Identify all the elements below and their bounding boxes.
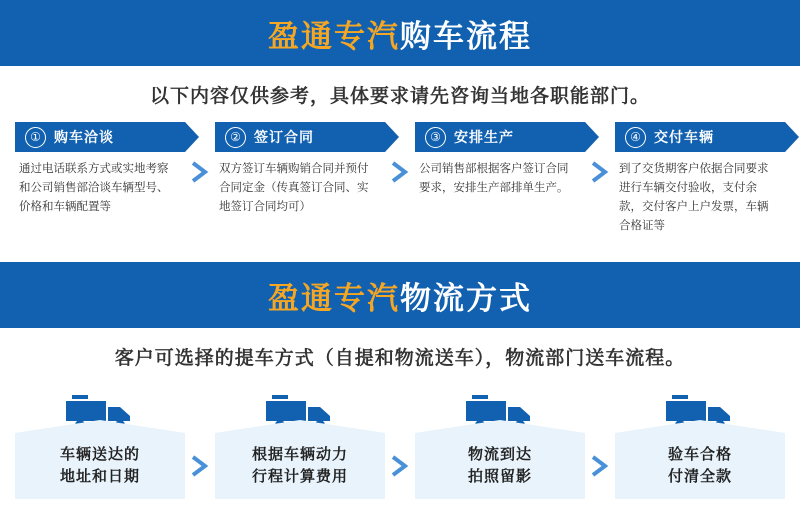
section2-subtitle: 客户可选择的提车方式（自提和物流送车），物流部门送车流程。: [114, 347, 686, 369]
section2-title: [268, 273, 532, 318]
logistics-card-2: [215, 433, 385, 499]
step-number-3: ③: [425, 127, 446, 148]
purchase-steps: [0, 122, 800, 242]
logistics-arrow-icon-1: [185, 433, 215, 499]
logistics-cards: [0, 384, 800, 499]
logistics-card-3-line1: 物流到达: [467, 446, 532, 464]
step-number-4: ④: [625, 127, 646, 148]
step-body-1: 通过电话联系方式或实地考察和公司销售部洽谈车辆型号、价格和车辆配置等: [19, 163, 169, 213]
logistics-item-3: [415, 387, 585, 499]
logistics-card-2-line2: 行程计算费用: [251, 468, 348, 485]
step-label-3: 安排生产: [454, 129, 514, 145]
logistics-item-1: [15, 387, 185, 499]
step-item-4: [615, 122, 785, 236]
section1-title-accent: 盈通专汽: [268, 18, 400, 54]
section2-title-bar: [0, 262, 800, 328]
logistics-item-4: [615, 387, 785, 499]
step-label-1: 购车洽谈: [54, 129, 114, 145]
logistics-card-1-line1: 车辆送达的: [59, 446, 140, 464]
logistics-arrow-icon-2: [385, 433, 415, 499]
step-header-4: [615, 122, 785, 152]
logistics-card-3-line2: 拍照留影: [467, 468, 532, 485]
step-number-2: ②: [225, 127, 246, 148]
step-label-4: 交付车辆: [654, 129, 714, 145]
logistics-card-4: [615, 433, 785, 499]
step-header-1: [15, 122, 185, 152]
logistics-item-2: [215, 387, 385, 499]
logistics-section: [0, 262, 800, 499]
section1-subtitle: 以下内容仅供参考，具体要求请先咨询当地各职能部门。: [149, 85, 650, 107]
step-item-1: [15, 122, 185, 217]
logistics-card-3: [415, 433, 585, 499]
section1-title-rest: 购车流程: [400, 18, 532, 54]
step-body-3: 公司销售部根据客户签订合同要求，安排生产部排单生产。: [419, 163, 569, 194]
logistics-card-1: [15, 433, 185, 499]
section2-title-rest: 物流方式: [400, 280, 532, 316]
section-divider: [0, 242, 800, 262]
section1-title-bar: [0, 0, 800, 66]
logistics-card-1-line2: 地址和日期: [59, 468, 140, 485]
step-item-2: [215, 122, 385, 217]
section1-title: [268, 11, 532, 56]
step-number-1: ①: [25, 127, 46, 148]
step-label-2: 签订合同: [254, 129, 314, 145]
logistics-card-4-line1: 验车合格: [667, 446, 732, 464]
purchase-process-section: [0, 0, 800, 242]
step-body-2: 双方签订车辆购销合同并预付合同定金（传真签订合同、实地签订合同均可）: [219, 163, 369, 213]
step-body-4: 到了交货期客户依据合同要求进行车辆交付验收，支付余款，交付客户上户发票，车辆合格证等: [619, 163, 769, 232]
logistics-arrow-icon-3: [585, 433, 615, 499]
step-header-2: [215, 122, 385, 152]
logistics-card-2-line1: 根据车辆动力: [251, 446, 348, 464]
step-header-3: [415, 122, 585, 152]
section2-title-accent: 盈通专汽: [268, 280, 400, 316]
step-item-3: [415, 122, 585, 198]
logistics-card-4-line2: 付清全款: [667, 468, 732, 485]
